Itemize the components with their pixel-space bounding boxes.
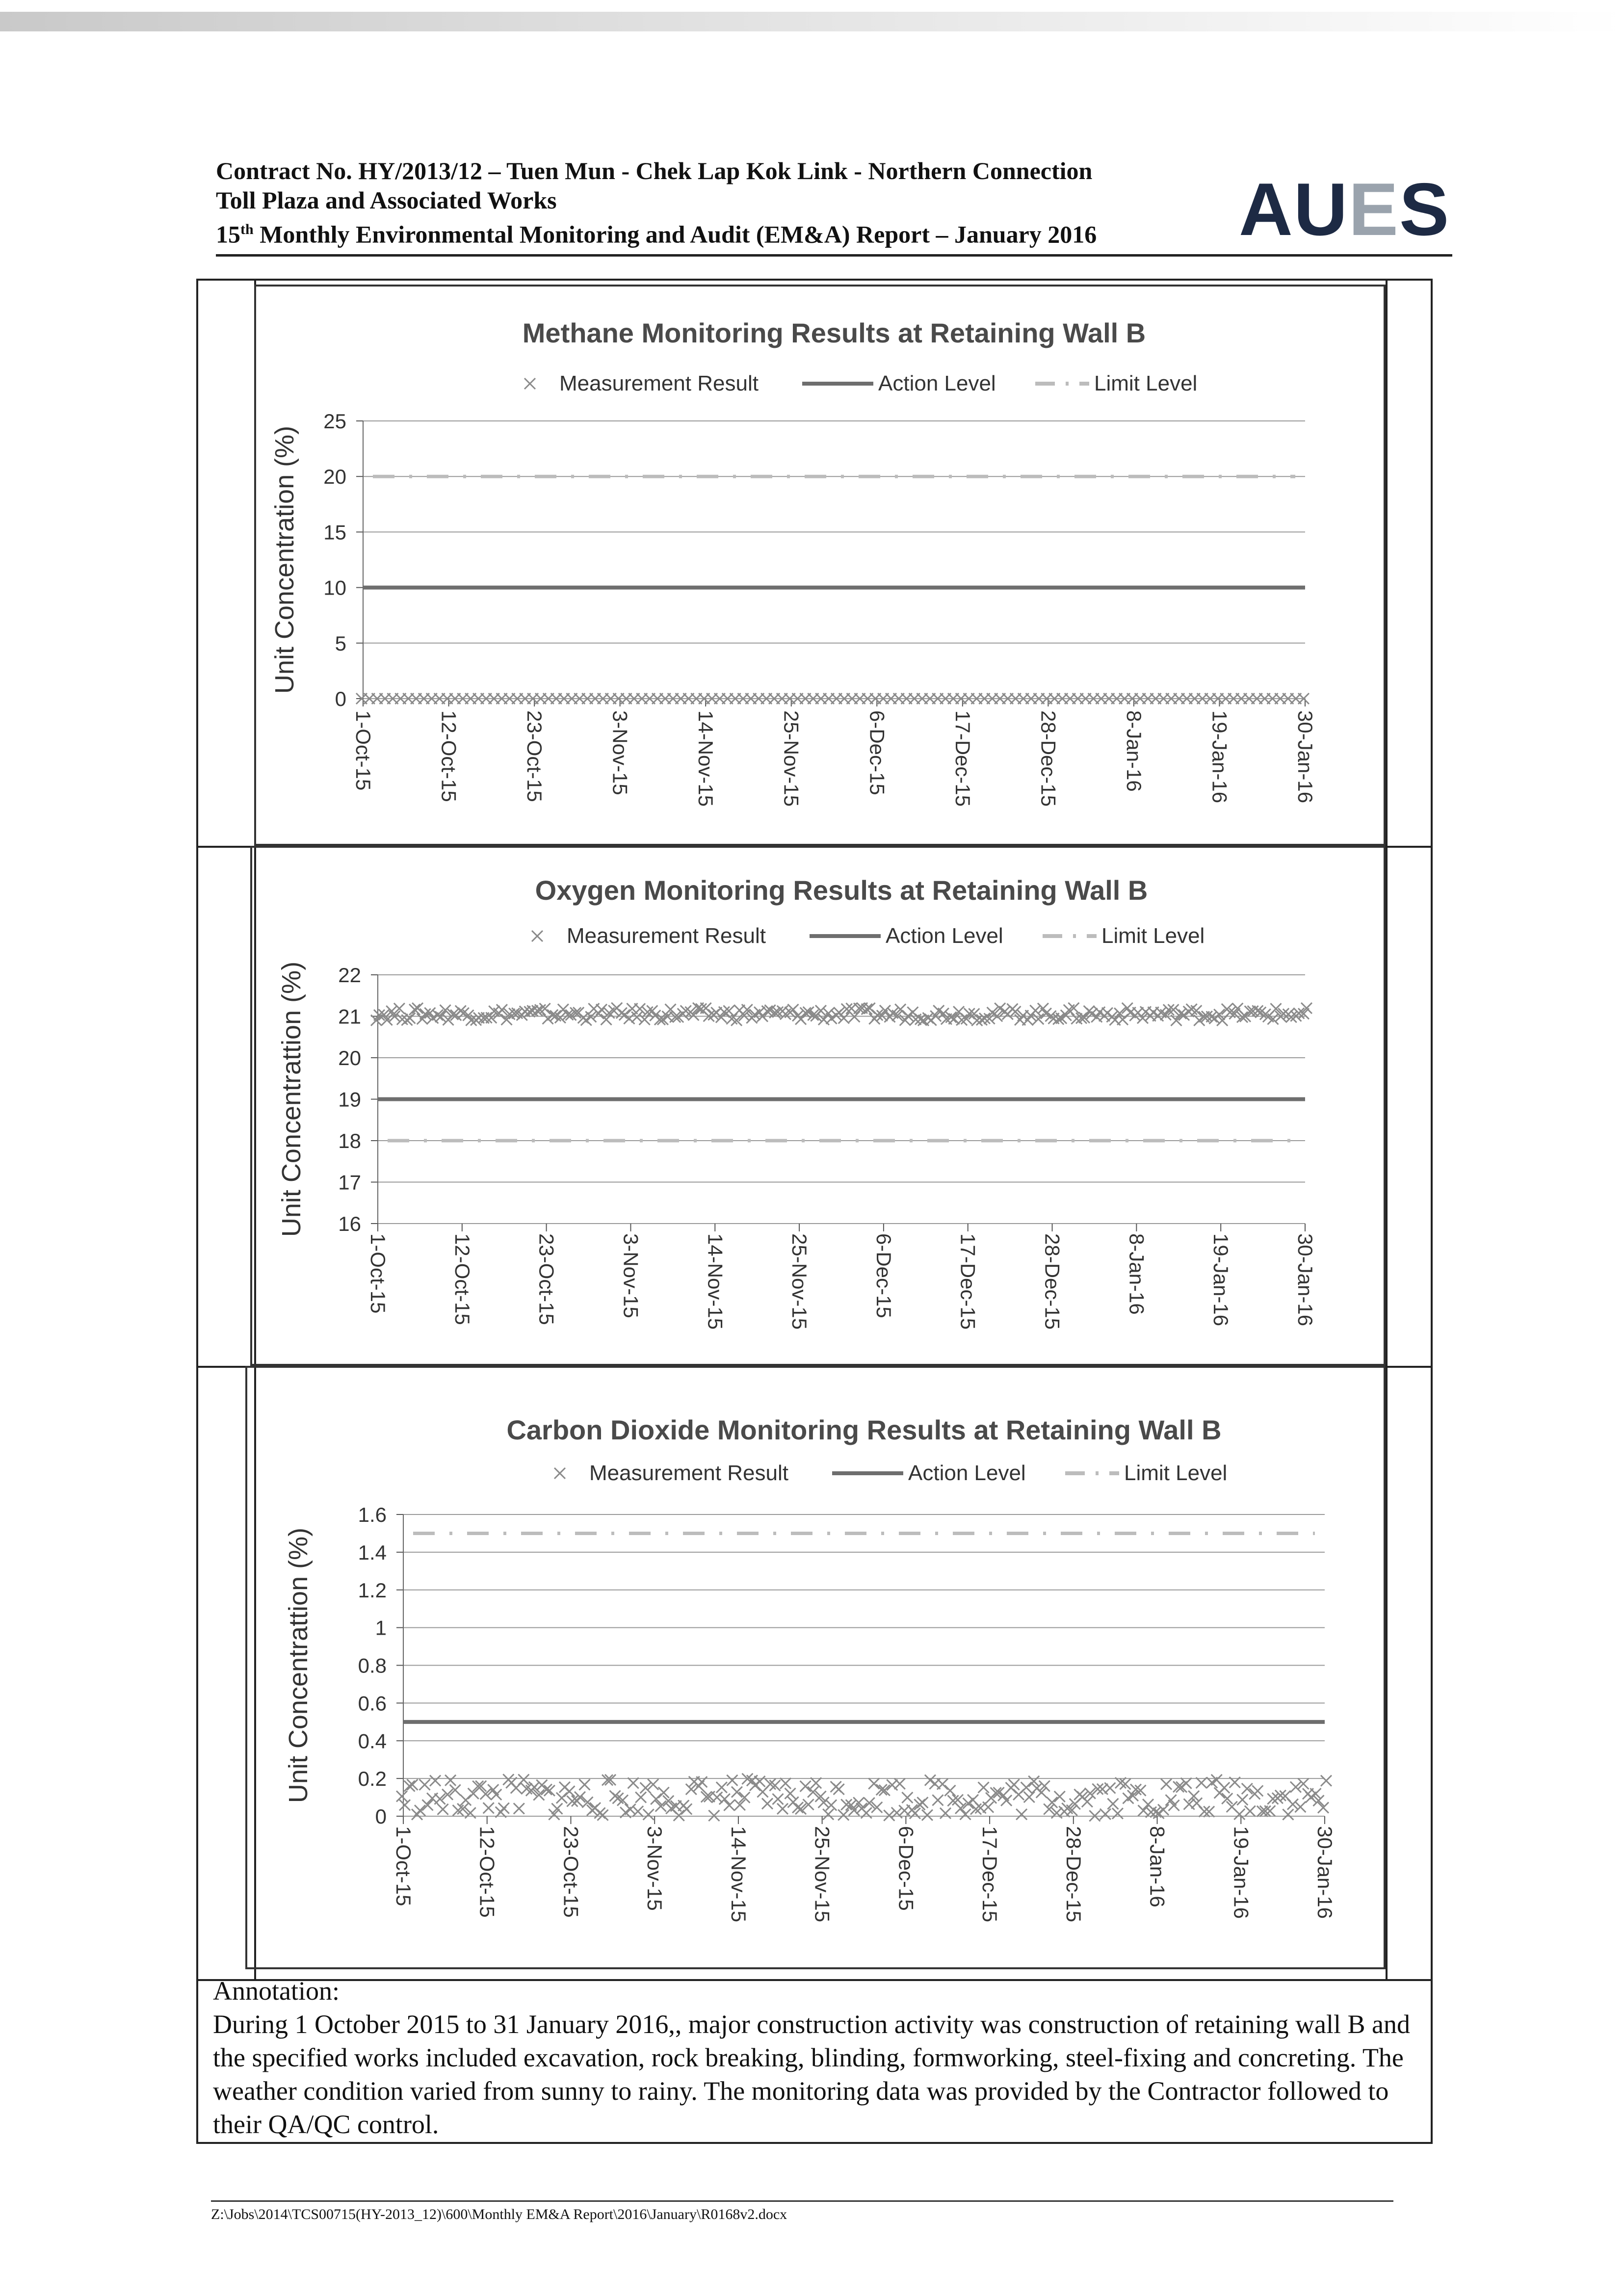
co2-measurement-point [415,1805,425,1816]
co2-x-tick-label: 17-Dec-15 [978,1826,1002,1923]
co2-measurement-point [681,1803,692,1814]
co2-measurement-point [937,1779,948,1790]
footer-rule [211,2200,1393,2202]
methane-legend-measurement-point [524,378,535,389]
oxygen-x-tick-label: 17-Dec-15 [956,1233,980,1330]
annotation-block [213,1974,1425,2141]
co2-measurement-point [396,1791,407,1801]
co2-measurement-point [884,1810,894,1821]
oxygen-y-tick-label: 20 [338,1046,361,1070]
footer-file-path: Z:\Jobs\2014\TCS00715(HY-2013_12)\600\Monthly EM&A Report\2016\January\R0168v2.docx [211,2206,787,2222]
co2-measurement-point [1104,1783,1115,1794]
co2-measurement-point [868,1778,879,1789]
co2-x-tick-label: 1-Oct-15 [392,1826,415,1906]
co2-measurement-point [518,1774,529,1785]
co2-measurement-point [894,1778,905,1789]
methane-x-tick-label: 1-Oct-15 [352,710,375,791]
methane-y-tick-label: 10 [323,576,346,600]
co2-measurement-point [711,1792,722,1803]
co2-measurement-point [1021,1782,1032,1793]
oxygen-x-tick-label: 25-Nov-15 [788,1233,812,1330]
co2-measurement-point [430,1775,441,1786]
co2-x-tick-label: 3-Nov-15 [643,1826,667,1911]
header-ordinal-suffix: th [240,221,254,237]
co2-measurement-point [811,1777,821,1788]
co2-measurement-point [1009,1779,1020,1790]
oxygen-x-tick-label: 28-Dec-15 [1041,1233,1064,1330]
co2-chart [284,1414,1336,1922]
co2-measurement-point [1283,1809,1293,1820]
logo-text-end: S [1399,168,1450,251]
methane-legend-action-label: Action Level [878,371,996,395]
co2-measurement-point [655,1801,666,1812]
co2-measurement-point [724,1800,734,1811]
oxygen-y-tick-label: 18 [338,1129,361,1152]
oxygen-x-tick-label: 8-Jan-16 [1125,1233,1149,1315]
co2-measurement-point [917,1797,928,1808]
co2-measurement-point [491,1789,501,1800]
co2-measurement-point [754,1776,765,1787]
methane-legend-limit-label: Limit Level [1094,371,1198,395]
co2-measurement-point [708,1810,719,1821]
logo-text-main: AU [1239,168,1349,251]
oxygen-x-tick-label: 1-Oct-15 [367,1233,390,1314]
annotation-title: Annotation: [213,1976,340,2006]
oxygen-measurement-series [371,1003,1312,1026]
co2-measurement-point [483,1802,494,1813]
co2-x-tick-label: 8-Jan-16 [1146,1826,1169,1907]
co2-y-tick-label: 0.6 [358,1692,387,1715]
co2-legend [554,1461,1227,1485]
co2-measurement-point [838,1809,849,1820]
header-report-title: Monthly Environmental Monitoring and Audit (EM&A) Report – January 2016 [253,220,1097,248]
co2-measurement-point [785,1788,796,1799]
co2-x-tick-label: 14-Nov-15 [727,1826,750,1923]
co2-measurement-point [1112,1808,1123,1819]
co2-measurement-series [396,1774,1332,1822]
co2-measurement-point [983,1802,994,1813]
header-works-line: Toll Plaza and Associated Works [216,186,557,214]
co2-measurement-point [960,1809,971,1820]
co2-measurement-point [1237,1794,1248,1805]
co2-measurement-point [1219,1782,1230,1793]
co2-measurement-point [826,1800,837,1810]
co2-measurement-point [902,1792,913,1803]
co2-measurement-point [922,1810,933,1821]
co2-measurement-point [399,1800,410,1810]
oxygen-y-tick-label: 22 [338,964,361,987]
co2-measurement-point [498,1803,509,1814]
co2-measurement-point [1295,1801,1306,1812]
methane-x-tick-label: 17-Dec-15 [951,710,974,807]
co2-measurement-point [1082,1796,1093,1807]
oxygen-measurement-point [1030,1005,1041,1016]
co2-y-tick-label: 0.4 [358,1729,387,1753]
oxygen-x-tick-label: 19-Jan-16 [1209,1233,1233,1327]
co2-x-tick-label: 6-Dec-15 [894,1826,918,1911]
co2-measurement-point [1196,1777,1207,1788]
methane-y-tick-label: 0 [335,687,346,710]
co2-measurement-point [460,1795,471,1805]
oxygen-y-tick-label: 19 [338,1088,361,1111]
oxygen-x-tick-label: 12-Oct-15 [450,1233,474,1325]
annotation-body: During 1 October 2015 to 31 January 2016,, major construction activity was construction of retaining wall B and the specified works included excavation, rock breaking, blinding, formworking, steel-fixing and concreting. The weather condition varied from sunny to rainy. The monitoring data was provided by the Contractor followed to their QA/QC control. [213,2009,1410,2139]
co2-y-axis-label: Unit Concentrattion (%) [284,1527,313,1803]
co2-measurement-point [651,1794,661,1804]
co2-y-tick-label: 1.2 [358,1578,387,1602]
oxygen-chart [277,875,1317,1330]
co2-legend-measurement-point [554,1468,565,1479]
co2-measurement-point [716,1782,727,1793]
co2-measurement-point [932,1795,943,1805]
oxygen-measurement-point [1301,1003,1312,1014]
co2-measurement-point [1252,1785,1263,1796]
oxygen-chart-title: Oxygen Monitoring Results at Retaining Wall B [535,875,1148,906]
methane-chart-title: Methane Monitoring Results at Retaining Wall B [522,317,1146,348]
co2-measurement-point [762,1798,773,1809]
co2-legend-measurement-label: Measurement Result [589,1461,788,1485]
co2-measurement-point [834,1784,844,1795]
methane-x-tick-label: 25-Nov-15 [780,710,803,807]
co2-measurement-point [438,1804,448,1815]
co2-legend-limit-label: Limit Level [1124,1461,1228,1485]
co2-measurement-point [732,1787,742,1798]
methane-x-tick-label: 14-Nov-15 [694,710,718,807]
co2-y-tick-label: 0 [375,1805,387,1828]
co2-measurement-point [823,1809,834,1820]
co2-x-tick-label: 23-Oct-15 [559,1826,583,1918]
methane-x-tick-label: 6-Dec-15 [865,710,889,795]
co2-measurement-point [1054,1791,1065,1802]
co2-measurement-point [727,1775,737,1786]
co2-measurement-point [719,1794,730,1804]
methane-y-tick-label: 20 [323,465,346,489]
methane-x-tick-label: 19-Jan-16 [1208,710,1231,804]
methane-y-tick-label: 15 [323,521,346,544]
oxygen-measurement-point [624,1013,634,1024]
oxygen-legend-measurement-point [532,931,543,941]
methane-chart [270,317,1317,807]
methane-legend [524,371,1197,395]
co2-measurement-point [422,1800,433,1810]
oxygen-y-tick-label: 21 [338,1005,361,1028]
co2-measurement-point [632,1806,643,1817]
co2-measurement-point [978,1782,989,1793]
co2-x-tick-label: 12-Oct-15 [475,1826,499,1918]
oxygen-x-tick-label: 23-Oct-15 [535,1233,558,1325]
methane-x-tick-label: 8-Jan-16 [1122,710,1146,792]
oxygen-legend-action-label: Action Level [886,924,1003,948]
co2-y-tick-label: 0.2 [358,1767,387,1791]
co2-y-tick-label: 0.8 [358,1654,387,1677]
methane-y-tick-label: 25 [323,410,346,433]
co2-measurement-point [1107,1799,1118,1809]
oxygen-x-tick-label: 14-Nov-15 [704,1233,727,1330]
co2-measurement-point [445,1775,456,1786]
header-contract-line: Contract No. HY/2013/12 – Tuen Mun - Chek Lap Kok Link - Northern Connection [216,157,1093,184]
co2-measurement-point [1318,1802,1329,1813]
co2-measurement-point [940,1808,951,1819]
co2-x-tick-label: 30-Jan-16 [1313,1826,1336,1919]
co2-measurement-point [1001,1795,1012,1806]
methane-y-tick-label: 5 [335,631,346,655]
oxygen-legend-measurement-label: Measurement Result [567,924,766,948]
methane-x-tick-label: 23-Oct-15 [523,710,547,802]
co2-measurement-point [674,1810,684,1821]
co2-measurement-point [1016,1809,1027,1820]
co2-measurement-point [944,1785,955,1796]
co2-measurement-point [579,1779,590,1790]
co2-y-tick-label: 1.4 [358,1540,387,1564]
oxygen-x-tick-label: 30-Jan-16 [1294,1233,1317,1327]
co2-measurement-point [628,1777,639,1788]
oxygen-legend-limit-label: Limit Level [1101,924,1205,948]
co2-y-tick-label: 1 [375,1616,387,1640]
co2-measurement-point [564,1786,575,1797]
methane-legend-measurement-label: Measurement Result [559,371,759,395]
co2-measurement-point [1321,1775,1332,1786]
co2-measurement-point [1100,1809,1111,1820]
co2-measurement-point [419,1779,430,1790]
logo-text-light: E [1348,168,1399,251]
oxygen-y-tick-label: 16 [338,1212,361,1235]
co2-measurement-point [1161,1779,1172,1790]
methane-x-tick-label: 3-Nov-15 [608,710,632,795]
co2-measurement-point [780,1778,791,1789]
methane-x-tick-label: 28-Dec-15 [1037,710,1060,807]
co2-measurement-point [1024,1792,1035,1802]
methane-y-axis-label: Unit Concentration (%) [270,425,299,694]
co2-measurement-point [887,1779,897,1790]
co2-measurement-point [643,1809,654,1820]
co2-chart-title: Carbon Dioxide Monitoring Results at Retaining Wall B [506,1414,1222,1445]
co2-x-tick-label: 28-Dec-15 [1062,1826,1085,1923]
co2-legend-action-label: Action Level [908,1461,1026,1485]
co2-measurement-point [773,1794,784,1804]
co2-x-tick-label: 25-Nov-15 [811,1826,834,1923]
header-ordinal: 15 [216,220,240,248]
co2-measurement-point [1242,1783,1253,1794]
co2-measurement-point [1138,1805,1149,1816]
methane-x-tick-label: 12-Oct-15 [437,710,461,802]
co2-measurement-point [1158,1804,1169,1815]
oxygen-y-tick-label: 17 [338,1171,361,1194]
co2-measurement-point [1245,1806,1256,1817]
oxygen-x-tick-label: 6-Dec-15 [872,1233,895,1318]
co2-measurement-point [514,1803,524,1814]
co2-measurement-point [598,1810,608,1821]
co2-x-tick-label: 19-Jan-16 [1230,1826,1253,1919]
co2-measurement-point [861,1807,872,1818]
co2-measurement-point [1287,1799,1298,1810]
co2-measurement-point [955,1803,966,1814]
co2-measurement-point [800,1781,811,1792]
oxygen-x-tick-label: 3-Nov-15 [619,1233,643,1318]
co2-y-tick-label: 1.6 [358,1503,387,1526]
co2-measurement-point [625,1804,636,1815]
methane-x-tick-label: 30-Jan-16 [1294,710,1317,804]
oxygen-y-axis-label: Unit Concentrattion (%) [277,961,306,1237]
oxygen-legend [532,924,1205,948]
co2-measurement-point [1234,1809,1245,1820]
co2-measurement-point [777,1803,788,1814]
co2-measurement-point [1169,1800,1179,1811]
